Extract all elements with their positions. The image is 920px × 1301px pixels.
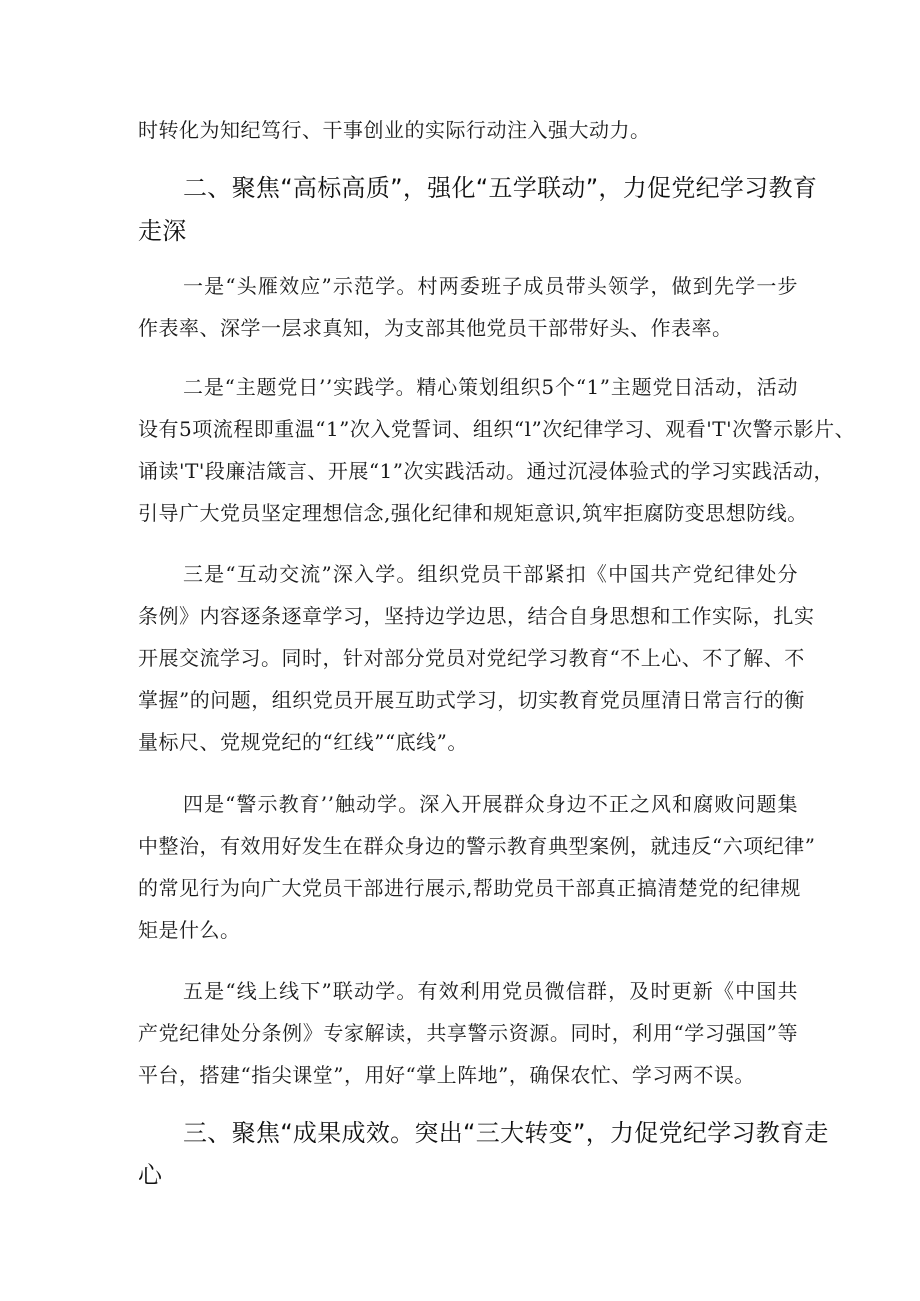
paragraph-line: 量标尺、党规党纪的“红线”“底线”。: [138, 730, 468, 754]
paragraph-line: 引导广大党员坚定理想信念,强化纪律和规矩意识,筑牢拒腐防变思想防线。: [138, 501, 808, 525]
paragraph-line: 中整治，有效用好发生在群众身边的警示教育典型案例，就违反“六项纪律”: [138, 834, 816, 858]
paragraph-line: 设有5项流程即重温“1”次入党誓词、组织“l”次纪律学习、观看'T'次警示影片、: [138, 417, 856, 441]
section-heading-2: 二、聚焦“高标高质”，强化“五学联动”，力促党纪学习教育: [183, 174, 818, 202]
paragraph-line: 掌握”的问题，组织党员开展互助式学习，切实教育党员厘清日常言行的衡: [138, 688, 805, 712]
section-heading-3-cont: 心: [138, 1161, 163, 1189]
section-heading-2-cont: 走深: [138, 217, 187, 245]
paragraph-line: 的常见行为向广大党员干部进行展示,帮助党员干部真正搞清楚党的纪律规: [138, 876, 801, 900]
paragraph-line: 作表率、深学一层求真知，为支部其他党员干部带好头、作表率。: [138, 316, 733, 340]
paragraph-line: 三是“互动交流”深入学。组织党员干部紧扣《中国共产党纪律处分: [183, 562, 798, 586]
paragraph-line: 矩是什么。: [138, 918, 241, 942]
paragraph-line: 条例》内容逐条逐章学习，坚持边学边思，结合自身思想和工作实际，扎实: [138, 604, 815, 628]
paragraph-line: 开展交流学习。同时，针对部分党员对党纪学习教育“不上心、不了解、不: [138, 646, 805, 670]
paragraph-line: 诵读'T'段廉洁箴言、开展“1”次实践活动。通过沉浸体验式的学习实践活动，: [138, 459, 835, 483]
section-heading-3: 三、聚焦“成果成效。突出“三大转变”，力促党纪学习教育走: [183, 1119, 829, 1147]
paragraph-line: 一是“头雁效应”示范学。村两委班子成员带头领学，做到先学一步: [183, 274, 798, 298]
paragraph-line: 二是“主题党日’’实践学。精心策划组织5个“1”主题党日活动，活动: [183, 375, 798, 399]
paragraph-line: 五是“线上线下”联动学。有效利用党员微信群，及时更新《中国共: [183, 979, 798, 1003]
paragraph-line: 产党纪律处分条例》专家解读，共享警示资源。同时，利用“学习强国”等: [138, 1021, 798, 1045]
paragraph-line: 时转化为知纪笃行、干事创业的实际行动注入强大动力。: [138, 118, 651, 142]
paragraph-line: 平台，搭建“指尖课堂”，用好“掌上阵地”，确保农忙、学习两不误。: [138, 1063, 755, 1087]
paragraph-line: 四是“警示教育’’触动学。深入开展群众身边不正之风和腐败问题集: [183, 792, 798, 816]
